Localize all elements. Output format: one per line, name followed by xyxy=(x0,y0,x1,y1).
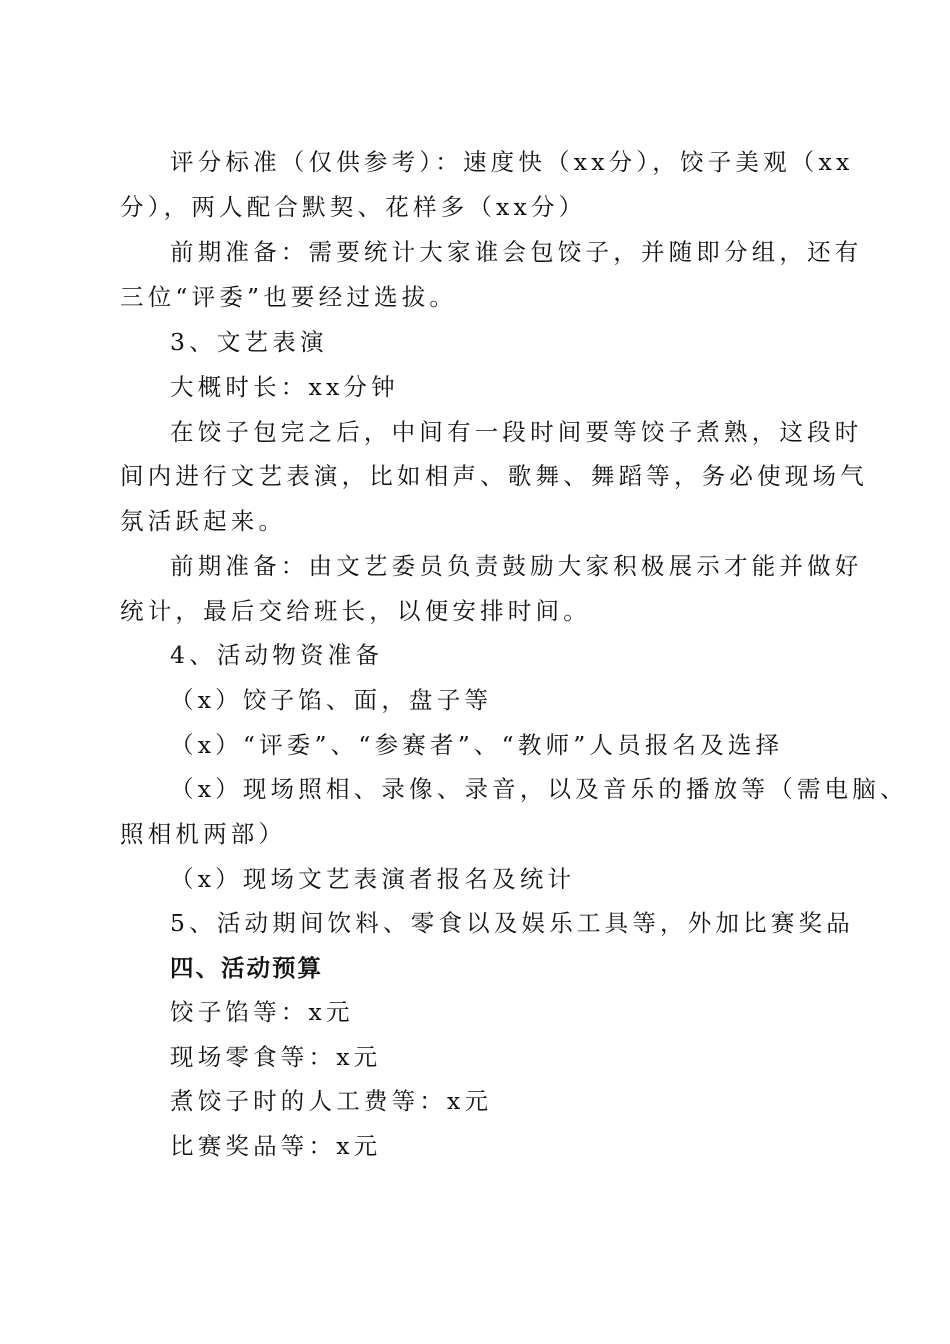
supplies-item-2: （x）“评委”、“参赛者”、“教师”人员报名及选择 xyxy=(170,731,784,759)
budget-heading: 四、活动预算 xyxy=(170,954,323,982)
preparation-line-1: 前期准备：需要统计大家谁会包饺子，并随即分组，还有 xyxy=(170,238,863,266)
supplies-item-1: （x）饺子馅、面，盘子等 xyxy=(170,686,493,714)
budget-item-labor: 煮饺子时的人工费等：x元 xyxy=(170,1087,493,1115)
performance-paragraph-line-2: 间内进行文艺表演，比如相声、歌舞、舞蹈等，务必使现场气 xyxy=(120,462,868,490)
performance-prep-line-2: 统计，最后交给班长，以便安排时间。 xyxy=(120,597,591,625)
performance-paragraph-line-3: 氛活跃起来。 xyxy=(120,507,287,535)
supplies-item-4: （x）现场文艺表演者报名及统计 xyxy=(170,865,576,893)
section-5-line: 5、活动期间饮料、零食以及娱乐工具等，外加比赛奖品 xyxy=(170,909,854,937)
budget-item-snacks: 现场零食等：x元 xyxy=(170,1043,382,1071)
budget-item-dumpling-filling: 饺子馅等：x元 xyxy=(170,998,354,1026)
budget-item-prizes: 比赛奖品等：x元 xyxy=(170,1132,382,1160)
section-3-heading: 3、文艺表演 xyxy=(170,328,328,356)
supplies-item-3-line-1: （x）现场照相、录像、录音，以及音乐的播放等（需电脑、 xyxy=(170,775,908,803)
performance-paragraph-line-1: 在饺子包完之后，中间有一段时间要等饺子煮熟，这段时 xyxy=(170,418,863,446)
performance-prep-line-1: 前期准备：由文艺委员负责鼓励大家积极展示才能并做好 xyxy=(170,552,863,580)
section-4-heading: 4、活动物资准备 xyxy=(170,641,384,669)
scoring-criteria-line-2: 分），两人配合默契、花样多（xx分） xyxy=(120,193,587,221)
duration-line: 大概时长：xx分钟 xyxy=(170,373,399,401)
scoring-criteria-line-1: 评分标准（仅供参考）：速度快（xx分），饺子美观（xx xyxy=(170,148,854,176)
preparation-line-2: 三位“评委”也要经过选拔。 xyxy=(120,283,458,311)
supplies-item-3-line-2: 照相机两部） xyxy=(120,820,287,848)
